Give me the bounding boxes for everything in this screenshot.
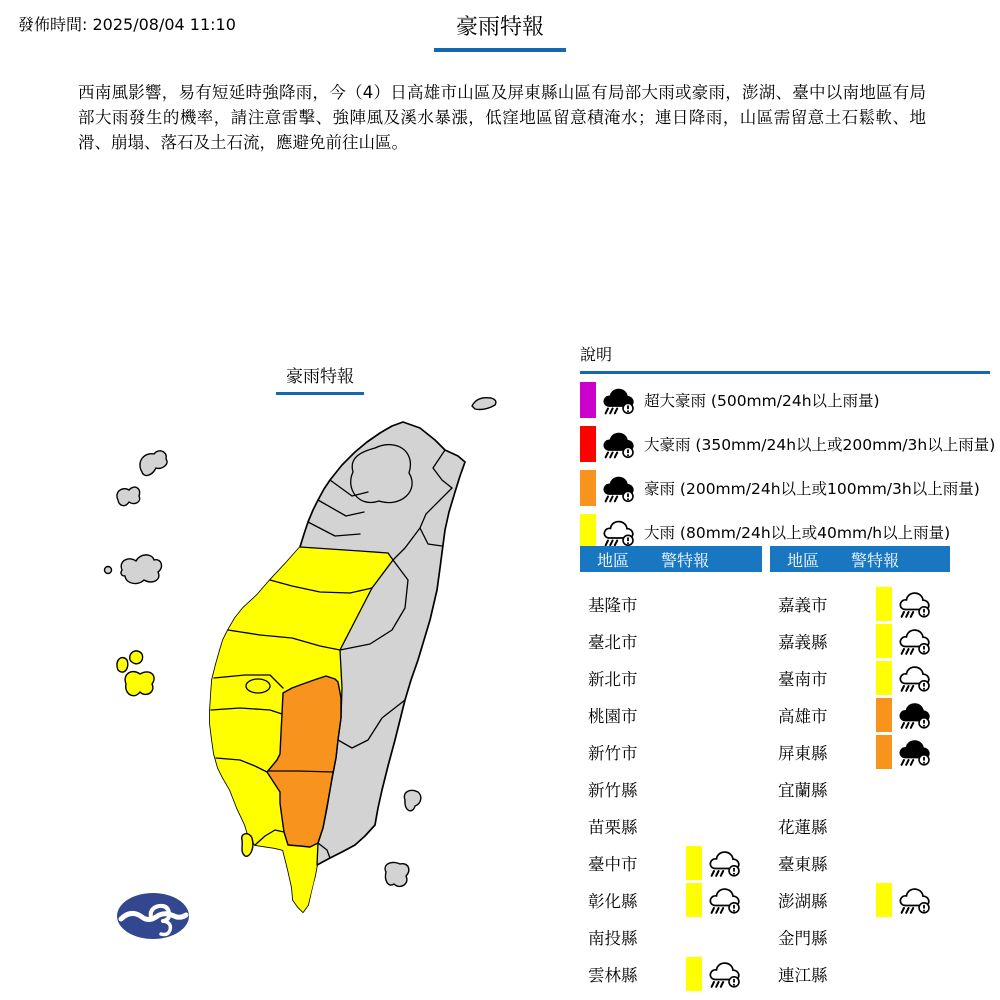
alert-badge-icon [729, 865, 739, 875]
warning-cell [876, 881, 933, 918]
warning-color-swatch [686, 846, 702, 880]
map-title: 豪雨特報 [276, 362, 364, 395]
legend-rule [580, 371, 990, 374]
table-row [580, 696, 762, 733]
region-name: 連江縣 [778, 965, 828, 985]
table-row [580, 918, 762, 955]
warning-color-swatch [876, 661, 892, 695]
region-name: 臺南市 [778, 669, 828, 689]
region-name: 南投縣 [588, 928, 638, 948]
island-penghu-c [125, 672, 154, 696]
table-row [770, 770, 950, 807]
rain-drops-icon [606, 540, 618, 545]
warning-cell [876, 585, 933, 622]
alert-badge-icon [919, 717, 929, 727]
rain-warning-icon-filled [601, 473, 637, 504]
rain-warning-icon-outline [601, 517, 637, 548]
table-row [580, 733, 762, 770]
warning-table-left [580, 546, 762, 992]
header-region: 地區 [597, 550, 630, 570]
alert-badge-icon [919, 754, 929, 764]
rain-warning-icon-outline [707, 959, 743, 989]
legend-title: 說明 [580, 345, 613, 364]
table-row [770, 807, 950, 844]
legend [580, 342, 996, 554]
legend-color-swatch [580, 470, 596, 506]
table-row [770, 844, 950, 881]
alert-badge-icon [623, 535, 633, 545]
rain-drops-icon [902, 686, 914, 691]
rain-warning-icon-outline [897, 663, 933, 693]
page-title-wrap [0, 10, 1000, 52]
header-region: 地區 [787, 550, 820, 570]
legend-items [580, 378, 996, 554]
table-row [580, 659, 762, 696]
region-name: 雲林縣 [588, 965, 638, 985]
rain-drops-icon [606, 408, 618, 413]
table-row [580, 585, 762, 622]
table-row [770, 918, 950, 955]
region-name: 新竹縣 [588, 780, 638, 800]
warning-color-swatch [876, 735, 892, 769]
rain-warning-icon-filled [897, 737, 933, 767]
warning-cell [876, 733, 933, 770]
header-warning: 警特報 [661, 550, 710, 570]
island-matsu-south [117, 487, 140, 506]
island-penghu-a [117, 658, 128, 672]
legend-color-swatch [580, 382, 596, 418]
rain-drops-icon [902, 649, 914, 654]
alert-badge-icon [919, 902, 929, 912]
rain-drops-icon [902, 908, 914, 913]
island-turtle [472, 398, 496, 410]
warning-color-swatch [686, 957, 702, 991]
warning-cell [876, 659, 933, 696]
region-name: 彰化縣 [588, 891, 638, 911]
warning-cell [876, 622, 933, 659]
rain-drops-icon [902, 612, 914, 617]
table-row [580, 770, 762, 807]
warning-color-swatch [876, 587, 892, 621]
rain-warning-icon-outline [707, 885, 743, 915]
region-chiayi-city-enclave [246, 679, 270, 693]
region-name: 基隆市 [588, 595, 638, 615]
legend-item [580, 466, 992, 510]
alert-badge-icon [623, 491, 633, 501]
table-row [770, 955, 950, 992]
legend-item-label: 大豪雨 (350mm/24h以上或200mm/3h以上雨量) [644, 436, 996, 454]
publish-time: 發佈時間: 2025/08/04 11:10 [18, 15, 236, 34]
region-name: 臺中市 [588, 854, 638, 874]
rain-drops-icon [606, 452, 618, 457]
alert-badge-icon [919, 606, 929, 616]
region-name: 宜蘭縣 [778, 780, 828, 800]
table-row [770, 622, 950, 659]
rain-warning-icon-outline [897, 626, 933, 656]
region-name: 嘉義市 [778, 595, 828, 615]
warning-color-swatch [876, 624, 892, 658]
region-name: 桃園市 [588, 706, 638, 726]
alert-badge-icon [729, 902, 739, 912]
warning-description: 西南風影響，易有短延時強降雨，今（4）日高雄市山區及屏東縣山區有局部大雨或豪雨，澎湖、臺中以南地區有局部大雨發生的機率，請注意雷擊、強陣風及溪水暴漲，低窪地區留意積淹水；連日降雨，山區需留意土石鬆軟、地滑、崩塌、落石及土石流，應避免前往山區。 [78, 83, 926, 152]
warning-cell [876, 696, 933, 733]
region-name: 臺北市 [588, 632, 638, 652]
island-matsu-north [140, 451, 167, 476]
rain-warning-icon-filled [601, 429, 637, 460]
island-liuqiu [242, 834, 253, 857]
region-name: 苗栗縣 [588, 817, 638, 837]
island-penghu-b [130, 651, 143, 664]
region-name: 臺東縣 [778, 854, 828, 874]
table-row [770, 585, 950, 622]
table-row [580, 807, 762, 844]
rain-drops-icon [712, 982, 724, 987]
legend-color-swatch [580, 514, 596, 550]
alert-badge-icon [729, 976, 739, 986]
warning-color-swatch [686, 883, 702, 917]
region-name: 高雄市 [778, 706, 828, 726]
rain-drops-icon [606, 496, 618, 501]
island-orchid [385, 862, 409, 886]
island-green [404, 790, 420, 810]
header-warning: 警特報 [851, 550, 900, 570]
alert-badge-icon [919, 643, 929, 653]
alert-badge-icon [623, 403, 633, 413]
table-header [770, 546, 950, 572]
rain-warning-icon-filled [601, 385, 637, 416]
region-name: 新竹市 [588, 743, 638, 763]
taiwan-warning-map [30, 388, 560, 998]
rain-drops-icon [712, 871, 724, 876]
table-row [770, 696, 950, 733]
table-row [770, 659, 950, 696]
rain-drops-icon [902, 723, 914, 728]
rain-drops-icon [902, 760, 914, 765]
region-name: 新北市 [588, 669, 638, 689]
region-name: 金門縣 [778, 928, 828, 948]
table-header [580, 546, 762, 572]
table-rows [770, 585, 950, 992]
legend-color-swatch [580, 426, 596, 462]
island-kinmen [121, 555, 161, 584]
island-kinmen-islet [105, 567, 112, 574]
table-row [580, 844, 762, 881]
warning-cell [686, 955, 743, 992]
rain-warning-icon-outline [897, 885, 933, 915]
legend-item [580, 422, 996, 466]
warning-table-right [770, 546, 950, 992]
rain-warning-icon-outline [897, 589, 933, 619]
legend-item [580, 378, 992, 422]
warning-cell [686, 881, 743, 918]
alert-badge-icon [919, 680, 929, 690]
table-row [770, 733, 950, 770]
warning-cell [686, 844, 743, 881]
warning-color-swatch [876, 883, 892, 917]
region-name: 澎湖縣 [778, 891, 828, 911]
legend-item-label: 超大豪雨 (500mm/24h以上雨量) [644, 392, 880, 410]
region-name: 屏東縣 [778, 743, 828, 763]
rain-drops-icon [712, 908, 724, 913]
rain-warning-icon-outline [707, 848, 743, 878]
legend-item-label: 豪雨 (200mm/24h以上或100mm/3h以上雨量) [644, 480, 980, 498]
table-row [580, 622, 762, 659]
table-row [580, 955, 762, 992]
rain-warning-icon-filled [897, 700, 933, 730]
region-name: 嘉義縣 [778, 632, 828, 652]
cwa-logo [117, 893, 189, 939]
table-rows [580, 585, 762, 992]
warning-color-swatch [876, 698, 892, 732]
legend-item-label: 大雨 (80mm/24h以上或40mm/h以上雨量) [644, 524, 951, 542]
alert-badge-icon [623, 447, 633, 457]
table-row [580, 881, 762, 918]
page-title: 豪雨特報 [434, 10, 566, 52]
table-row [770, 881, 950, 918]
region-name: 花蓮縣 [778, 817, 828, 837]
